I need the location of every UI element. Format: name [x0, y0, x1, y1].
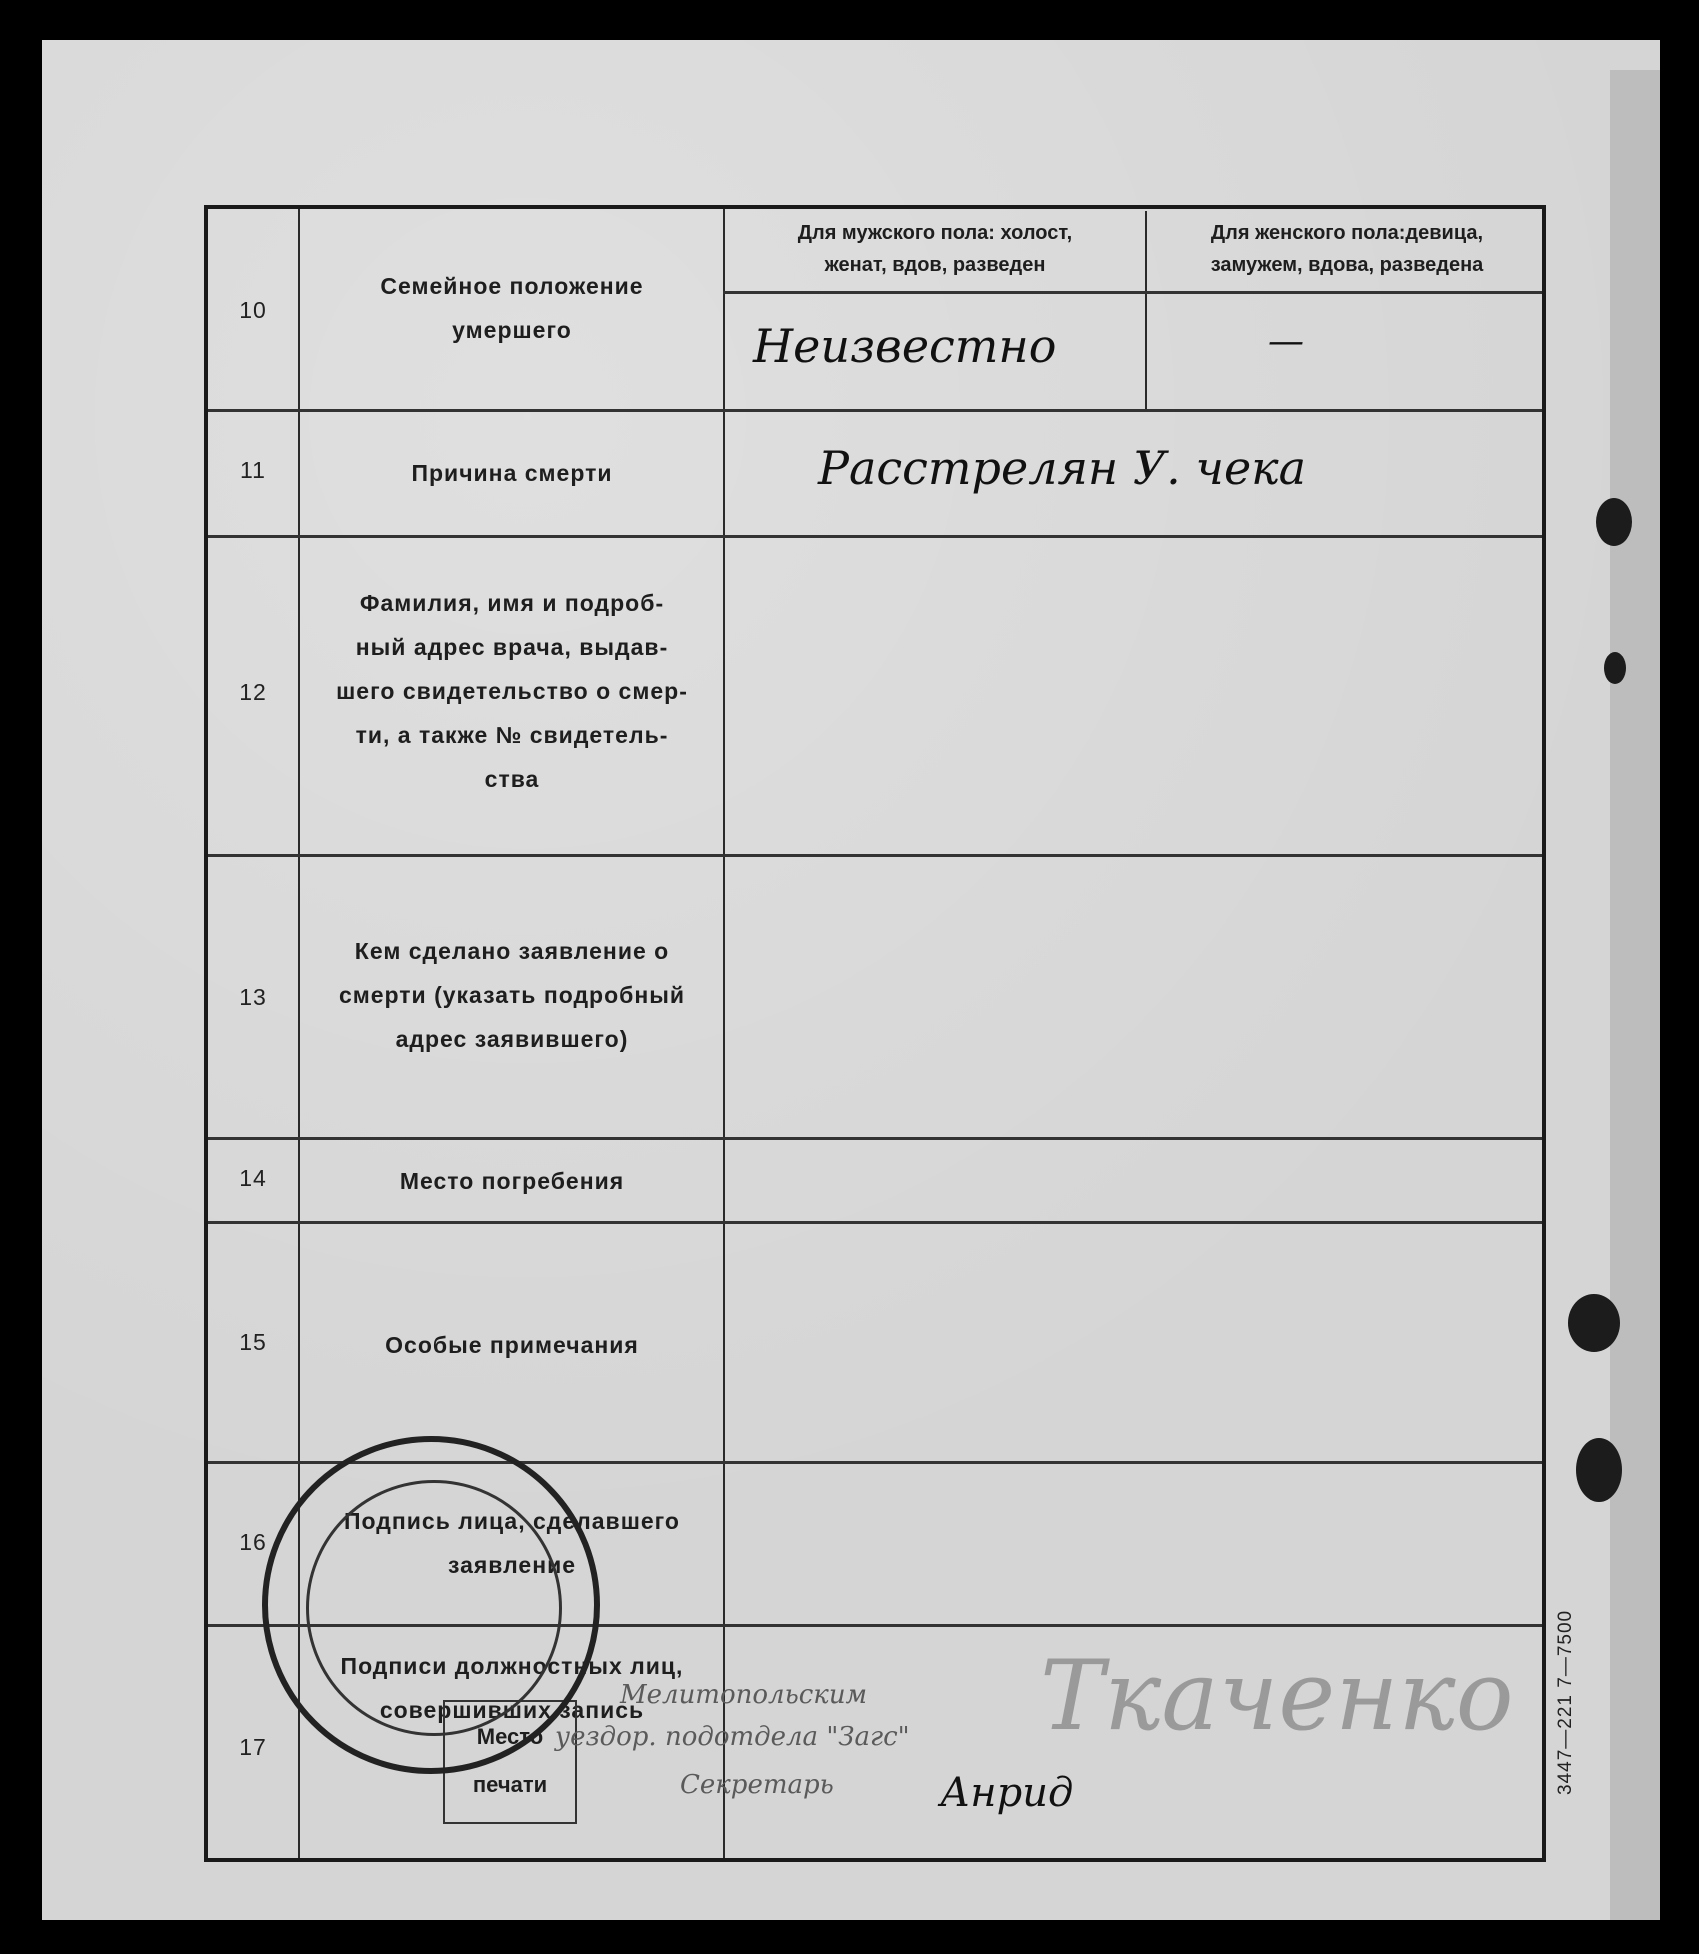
row-number: 16 [239, 1529, 267, 1555]
row-number: 14 [239, 1165, 267, 1191]
row-divider [208, 1221, 1542, 1224]
page-edge [1610, 70, 1660, 1920]
field-label-marital-status: Семейное положение умершего [380, 273, 644, 343]
row-divider [208, 535, 1542, 538]
row-number: 15 [239, 1329, 267, 1355]
round-official-stamp [262, 1436, 600, 1774]
row-number: 11 [240, 457, 266, 483]
male-status-header: Для мужского пола: холост, женат, вдов, разведен [797, 222, 1073, 276]
punch-hole [1568, 1294, 1620, 1352]
female-status-value: — [1268, 321, 1304, 362]
stamp-inner-ring [306, 1480, 562, 1736]
zags-stamp-line-3: Секретарь [680, 1770, 834, 1800]
zags-stamp-line-2: уездор. подотдела "Загс" [555, 1722, 910, 1752]
field-label-burial-place: Место погребения [399, 1168, 625, 1194]
male-status-value: Неизвестно [753, 319, 1057, 373]
field-label-declarant-signature: Подпись лица, сделавшего заявление [344, 1508, 680, 1578]
row-number: 17 [239, 1734, 267, 1760]
row-divider [208, 854, 1542, 857]
punch-hole [1604, 652, 1626, 684]
cause-of-death-value: Расстрелян У. чека [818, 441, 1307, 495]
field-label-cause-of-death: Причина смерти [411, 460, 613, 486]
row-number: 10 [239, 297, 267, 323]
row-divider [723, 291, 1542, 294]
field-label-declarant: Кем сделано заявление о смерти (указать подробный адрес заявившего) [338, 938, 686, 1052]
handwritten-signature: Ткаченко [1040, 1640, 1514, 1752]
row-number: 13 [239, 984, 267, 1010]
row-number: 12 [239, 679, 267, 705]
punch-hole [1576, 1438, 1622, 1502]
field-label-remarks: Особые примечания [385, 1332, 639, 1358]
seal-place-box: Место печати [443, 1700, 577, 1824]
column-divider [723, 209, 725, 1858]
field-label-official-signatures: Подписи должностных лиц, совершивших запись [340, 1653, 684, 1723]
field-label-doctor: Фамилия, имя и подроб- ный адрес врача, выдав- шего свидетельство о смер- ти, а также № свидетель- ства [336, 590, 688, 792]
print-code: 3447—221 7—7500 [1555, 1609, 1576, 1795]
zags-stamp-line-1: Мелитопольским [620, 1680, 868, 1710]
female-status-header: Для женского пола:девица, замужем, вдова, разведена [1210, 222, 1484, 276]
punch-hole [1596, 498, 1632, 546]
row-divider [208, 1137, 1542, 1140]
row-divider [208, 409, 1542, 412]
secretary-signature: Анрид [940, 1770, 1074, 1816]
